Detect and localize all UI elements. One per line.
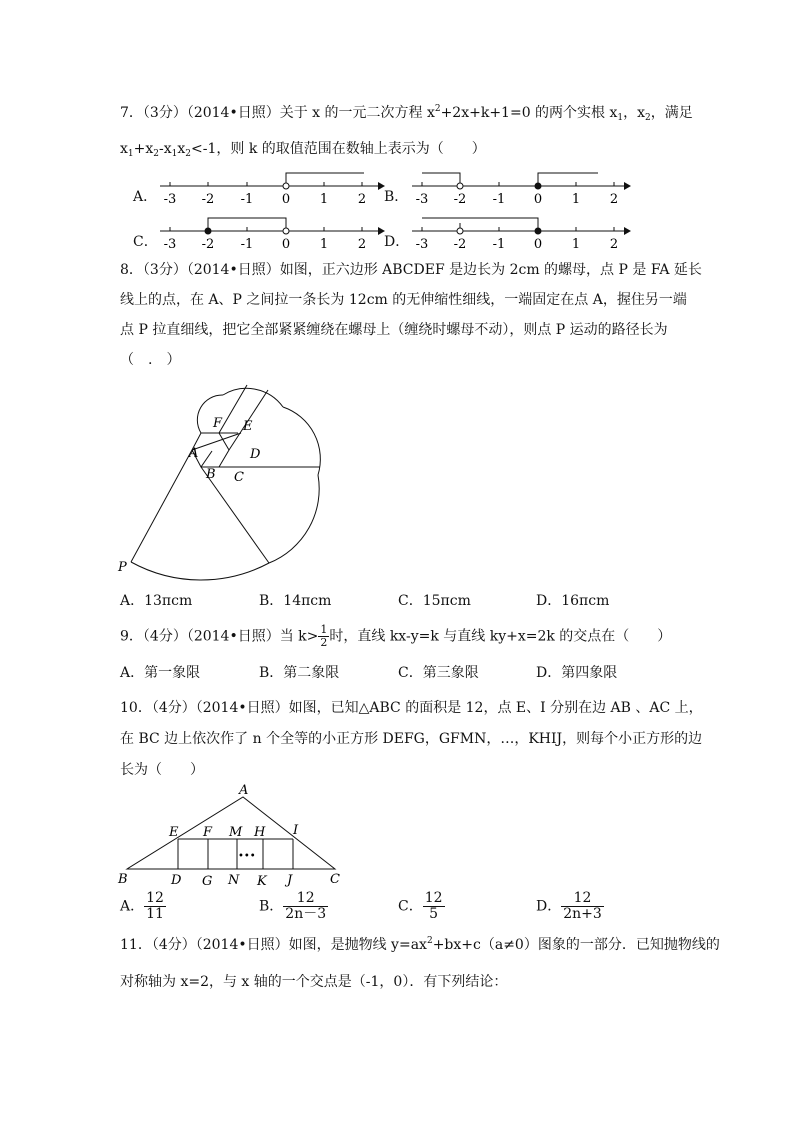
tick-label: 0	[281, 192, 291, 207]
q7-line-1: 7．（3分）（2014•日照）关于 x 的一元二次方程 $x^2+2x+k+1=0$ 的两个实根 $x_1$，$x_2$，满足	[120, 104, 693, 123]
point-label-d: D	[171, 873, 182, 888]
q10-line-1: 10．（4分）（2014•日照）如图，已知△ABC 的面积是 12，点 E、I 分别在边 AB 、AC 上，	[120, 700, 703, 716]
q9-option-d[interactable]: D．第四象限	[536, 665, 618, 681]
triangle-squares-figure	[115, 782, 350, 890]
tick-label: 1	[319, 192, 329, 207]
tick-label: -2	[453, 237, 467, 252]
tick-label: 0	[533, 192, 543, 207]
point-label-h: H	[254, 825, 266, 840]
q10-option-b[interactable]: B． $\frac{12}{2n-3}$	[259, 890, 327, 922]
tick-label: 1	[319, 237, 329, 252]
tick-label: -3	[415, 237, 429, 252]
tick-label: -2	[453, 192, 467, 207]
point-label-b: B	[206, 467, 216, 482]
ellipsis-dots: •••	[238, 851, 256, 862]
tick-label: 2	[609, 237, 619, 252]
q8-option-a[interactable]: A．13πcm	[120, 593, 193, 609]
q9-option-c[interactable]: C．第三象限	[398, 665, 479, 681]
tick-label: 0	[281, 237, 291, 252]
q7-option-b-label[interactable]: B．	[384, 189, 409, 205]
tick-label: 2	[357, 192, 367, 207]
point-label-p: P	[118, 560, 127, 575]
tick-label: -3	[415, 192, 429, 207]
q10-option-a[interactable]: A． $\frac{12}{11}$	[120, 890, 164, 922]
q10-line-2: 在 BC 边上依次作了 n 个全等的小正方形 DEFG，GFMN，…，KHIJ，则每个小正方形的边	[120, 731, 703, 747]
q8-line-1: 8．（3分）（2014•日照）如图，正六边形 ABCDEF 是边长为 2cm 的螺母，点 P 是 FA 延长	[120, 262, 702, 278]
number-line-c	[160, 213, 385, 255]
tick-label: -3	[163, 192, 177, 207]
q10-option-c[interactable]: C． $\frac{12}{5}$	[398, 890, 443, 922]
tick-label: -2	[201, 192, 215, 207]
point-label-e: E	[243, 419, 253, 434]
q8-option-c[interactable]: C．15πcm	[398, 593, 471, 609]
number-line-a	[160, 168, 385, 210]
q8-option-d[interactable]: D．16πcm	[536, 593, 610, 609]
tick-label: 1	[571, 237, 581, 252]
fraction: $\frac{12}{2n+3}$	[563, 890, 602, 922]
hexagon-nut-figure	[110, 375, 340, 580]
point-label-j: J	[287, 873, 293, 888]
tick-label: 2	[609, 192, 619, 207]
q8-line-2: 线上的点，在 A、P 之间拉一条长为 12cm 的无伸缩性细线，一端固定在点 A，握住另一端	[120, 292, 687, 308]
point-label-a: A	[239, 783, 249, 798]
point-label-f: F	[203, 825, 213, 840]
point-label-e: E	[169, 825, 179, 840]
number-line-d	[412, 213, 637, 255]
q8-option-b[interactable]: B．14πcm	[259, 593, 332, 609]
q9-option-b[interactable]: B．第二象限	[259, 665, 340, 681]
fraction: $\frac{12}{11}$	[146, 890, 164, 922]
fraction: $\frac{12}{5}$	[424, 890, 443, 922]
q8-line-4: （ . ）	[120, 352, 181, 368]
point-label-m: M	[229, 825, 243, 840]
tick-label: 2	[357, 237, 367, 252]
q10-line-3: 长为（ ）	[120, 762, 204, 778]
tick-label: 0	[533, 237, 543, 252]
q10-option-d[interactable]: D． $\frac{12}{2n+3}$	[536, 890, 602, 922]
point-label-c: C	[234, 470, 244, 485]
point-label-f: F	[213, 416, 223, 431]
point-label-d: D	[250, 447, 261, 462]
fraction: $\frac{1}{2}$	[320, 623, 328, 649]
q9-line-1: 9．（4分）（2014•日照）当 k> $\frac{1}{2}$ 时，直线 kx-y=k 与直线 ky+x=2k 的交点在（ ）	[120, 623, 672, 649]
q11-line-1: 11．（4分）（2014•日照）如图，是抛物线 $y=ax^2+bx+c(a\ne 0)$图象的一部分．已知抛物线的	[120, 936, 720, 953]
tick-label: -3	[163, 237, 177, 252]
q7-line-2: $x_1+x_2-x_1x_2<-1$，则 k 的取值范围在数轴上表示为（ ）	[120, 141, 486, 159]
q11-line-2: 对称轴为 x=2，与 x 轴的一个交点是（-1，0）．有下列结论：	[120, 974, 508, 990]
tick-label: -1	[492, 192, 506, 207]
q9-option-a[interactable]: A．第一象限	[120, 665, 201, 681]
q7-option-c-label[interactable]: C．	[133, 234, 158, 250]
q7-option-d-label[interactable]: D．	[384, 234, 410, 250]
point-label-a: A	[189, 446, 199, 461]
tick-label: -1	[240, 237, 254, 252]
point-label-i: I	[293, 823, 299, 838]
fraction: $\frac{12}{2n-3}$	[285, 890, 327, 922]
number-line-b	[412, 168, 637, 210]
tick-label: -1	[492, 237, 506, 252]
point-label-n: N	[228, 873, 240, 888]
point-label-g: G	[202, 874, 213, 889]
point-label-k: K	[257, 874, 267, 889]
point-label-b: B	[118, 872, 128, 887]
tick-label: -2	[201, 237, 215, 252]
point-label-c: C	[330, 872, 340, 887]
q7-option-a-label[interactable]: A．	[133, 189, 158, 205]
q8-line-3: 点 P 拉直细线，把它全部紧紧缠绕在螺母上（缠绕时螺母不动），则点 P 运动的路径长为	[120, 322, 668, 338]
tick-label: 1	[571, 192, 581, 207]
tick-label: -1	[240, 192, 254, 207]
